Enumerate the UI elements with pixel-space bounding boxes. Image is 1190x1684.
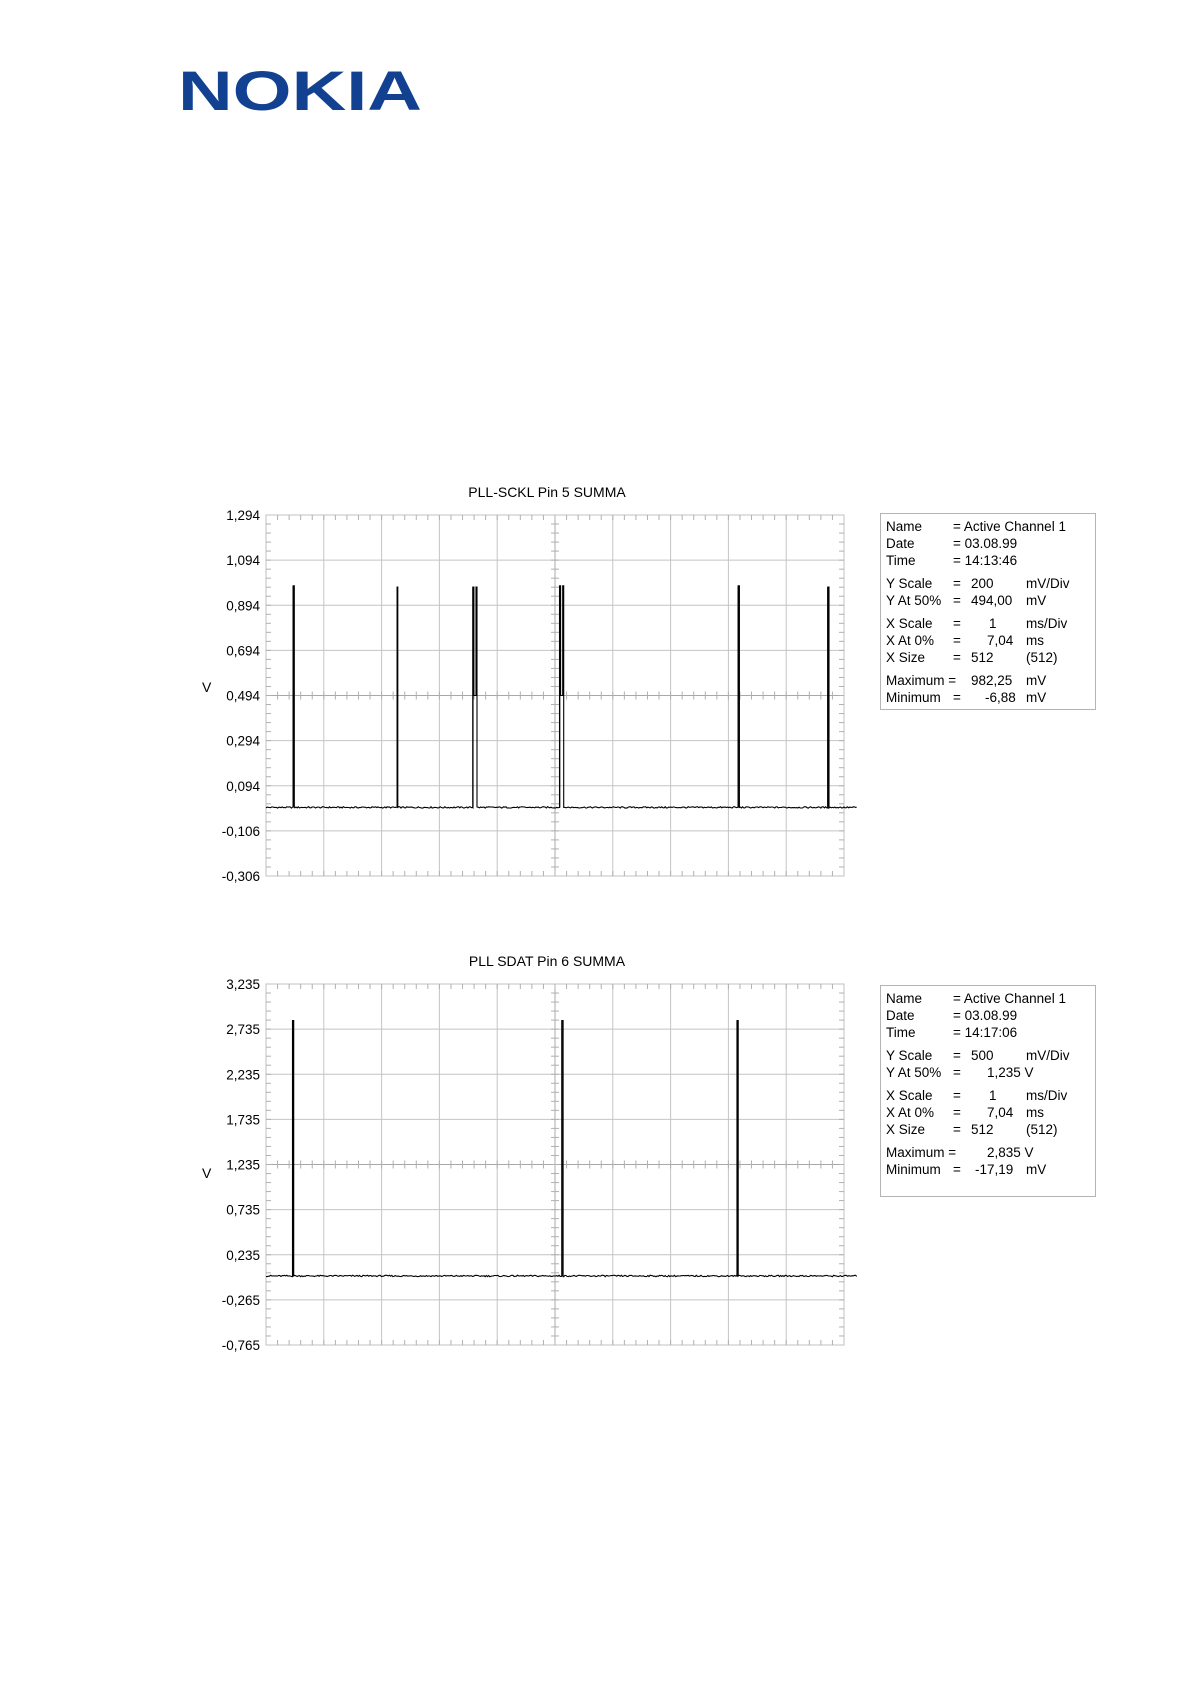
info-min-label: Minimum — [886, 1162, 941, 1177]
y-tick-label: 1,235 — [226, 1157, 260, 1173]
y-tick-label: 1,294 — [226, 508, 260, 523]
info-time-label: Time — [886, 1025, 916, 1040]
y-tick-label: 0,894 — [226, 598, 260, 614]
info-min-unit: mV — [1026, 690, 1047, 705]
info-yat-label: Y At 50% — [886, 593, 942, 608]
info-yat-unit: mV — [1026, 593, 1047, 608]
info-eq: = — [953, 1162, 961, 1177]
y-axis-label: V — [202, 1165, 212, 1181]
info-date-value: = 03.08.99 — [953, 536, 1018, 551]
chart-pll-sckl — [195, 486, 855, 896]
y-tick-label: 0,694 — [226, 643, 260, 659]
info-xscale-value: 1 — [989, 1088, 997, 1103]
info-xscale-value: 1 — [989, 616, 997, 631]
info-xat-label: X At 0% — [886, 1105, 935, 1120]
info-date-label: Date — [886, 1008, 915, 1023]
info-xat-value: 7,04 — [987, 633, 1014, 648]
info-max-label: Maximum = — [886, 1145, 957, 1160]
info-eq: = — [953, 1048, 961, 1063]
info-eq: = — [953, 633, 961, 648]
info-eq: = — [953, 1105, 961, 1120]
info-eq: = — [953, 616, 961, 631]
info-yat-label: Y At 50% — [886, 1065, 942, 1080]
info-xscale-label: X Scale — [886, 616, 933, 631]
info-name-label: Name — [886, 519, 923, 534]
info-max-value: 2,835 V — [987, 1145, 1034, 1160]
y-tick-label: 0,294 — [226, 733, 260, 749]
info-eq: = — [953, 1088, 961, 1103]
info-eq: = — [953, 650, 961, 665]
y-axis-label: V — [202, 679, 212, 695]
y-tick-label: 0,235 — [226, 1247, 260, 1263]
info-yat-value: 1,235 V — [987, 1065, 1034, 1080]
info-xat-unit: ms — [1026, 1105, 1044, 1120]
info-yscale-label: Y Scale — [886, 1048, 933, 1063]
info-eq: = — [953, 593, 961, 608]
y-tick-label: 0,094 — [226, 778, 260, 794]
chart-pll-sdat — [195, 955, 855, 1365]
info-eq: = — [953, 690, 961, 705]
info-max-label: Maximum = — [886, 673, 957, 688]
info-yscale-unit: mV/Div — [1026, 576, 1070, 591]
y-tick-label: -0,106 — [221, 823, 260, 839]
info-xscale-label: X Scale — [886, 1088, 933, 1103]
info-yat-value: 494,00 — [971, 593, 1013, 608]
nokia-logo — [178, 64, 422, 114]
chart-plot — [195, 955, 855, 1365]
info-xsize-unit: (512) — [1026, 650, 1058, 665]
chart-title: PLL-SCKL Pin 5 SUMMA — [468, 484, 626, 500]
info-yscale-value: 200 — [971, 576, 994, 591]
info-eq: = — [953, 1122, 961, 1137]
y-tick-label: 1,735 — [226, 1112, 260, 1128]
y-tick-label: 1,094 — [226, 553, 260, 569]
info-xsize-label: X Size — [886, 1122, 926, 1137]
info-xat-value: 7,04 — [987, 1105, 1014, 1120]
info-name-value: = Active Channel 1 — [953, 519, 1066, 534]
info-xsize-unit: (512) — [1026, 1122, 1058, 1137]
info-yscale-label: Y Scale — [886, 576, 933, 591]
info-name-value: = Active Channel 1 — [953, 991, 1066, 1006]
info-eq: = — [953, 576, 961, 591]
y-tick-label: 3,235 — [226, 977, 260, 992]
info-date-value: = 03.08.99 — [953, 1008, 1018, 1023]
info-min-value: -17,19 — [975, 1162, 1014, 1177]
info-max-value: 982,25 — [971, 673, 1013, 688]
y-tick-label: 0,735 — [226, 1202, 260, 1218]
info-min-value: -6,88 — [985, 690, 1016, 705]
chart-plot — [195, 486, 855, 896]
info-xscale-unit: ms/Div — [1026, 1088, 1068, 1103]
info-xsize-value: 512 — [971, 650, 994, 665]
info-max-unit: mV — [1026, 673, 1047, 688]
info-name-label: Name — [886, 991, 923, 1006]
info-date-label: Date — [886, 536, 915, 551]
info-time-value: = 14:17:06 — [953, 1025, 1018, 1040]
info-xscale-unit: ms/Div — [1026, 616, 1068, 631]
info-time-label: Time — [886, 553, 916, 568]
measurement-info-panel — [880, 513, 1096, 710]
info-xsize-value: 512 — [971, 1122, 994, 1137]
y-tick-label: -0,765 — [221, 1338, 260, 1353]
info-yscale-unit: mV/Div — [1026, 1048, 1070, 1063]
info-xat-unit: ms — [1026, 633, 1044, 648]
info-min-unit: mV — [1026, 1162, 1047, 1177]
info-yscale-value: 500 — [971, 1048, 994, 1063]
y-tick-label: 2,735 — [226, 1022, 260, 1038]
nokia-logo-text: NOKIA — [178, 64, 422, 114]
info-time-value: = 14:13:46 — [953, 553, 1018, 568]
y-tick-label: -0,306 — [221, 869, 260, 884]
y-tick-label: 2,235 — [226, 1067, 260, 1083]
y-tick-label: 0,494 — [226, 688, 260, 704]
measurement-info-panel — [880, 985, 1096, 1197]
info-xsize-label: X Size — [886, 650, 926, 665]
info-eq: = — [953, 1065, 961, 1080]
chart-title: PLL SDAT Pin 6 SUMMA — [468, 953, 626, 969]
y-tick-label: -0,265 — [221, 1292, 260, 1308]
info-xat-label: X At 0% — [886, 633, 935, 648]
info-min-label: Minimum — [886, 690, 941, 705]
